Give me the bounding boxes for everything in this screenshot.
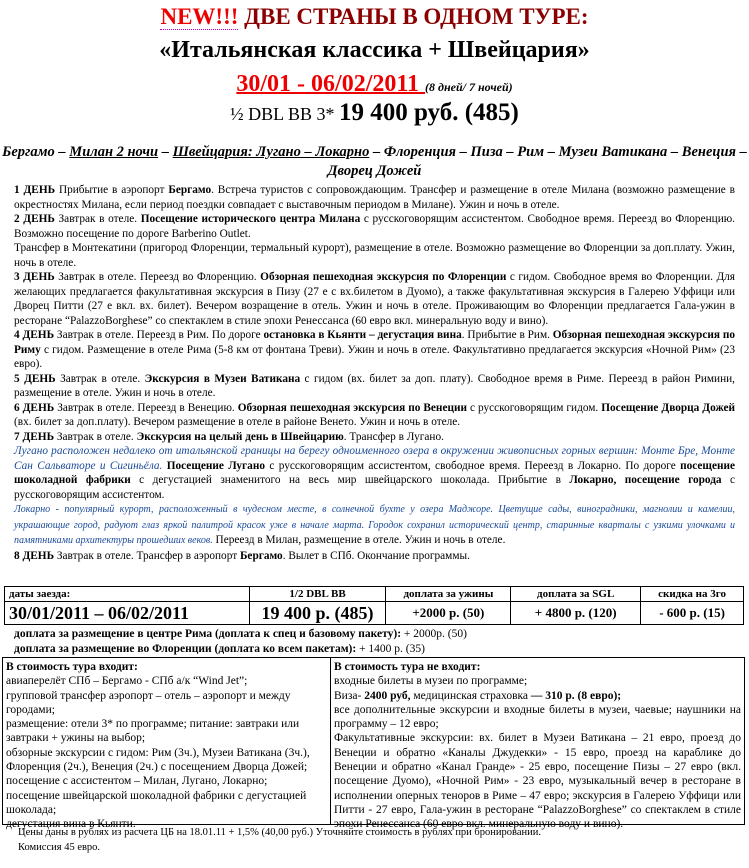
- day-label: 2 ДЕНЬ: [14, 213, 55, 225]
- day-highlight: Экскурсия на целый день в Швейцарию: [136, 430, 344, 443]
- headline: [0, 4, 749, 30]
- included-item: авиаперелёт СПб – Бергамо - СПб а/к “Wind Jet”;: [6, 675, 248, 688]
- surcharge-florence: [14, 642, 467, 657]
- day-label: 5 ДЕНЬ: [14, 372, 56, 385]
- day-highlight: Бергамо: [239, 549, 283, 562]
- day-7-locarno: [14, 502, 735, 549]
- col-dates: даты заезда:: [5, 587, 250, 602]
- tour-price: [0, 98, 749, 131]
- col-dinners: доплата за ужины: [386, 587, 511, 602]
- day-highlight: Экскурсия в Музеи Ватикана: [144, 372, 301, 385]
- price-label: ½ DBL BB 3*: [230, 104, 339, 124]
- price-value: 19 400 руб. (485): [338, 99, 519, 126]
- surcharges: [14, 627, 467, 657]
- day-highlight: Посещение Лугано: [162, 459, 265, 472]
- inclusions: [2, 657, 745, 831]
- route: [0, 143, 749, 181]
- dates-range: 30/01 - 06/02/2011: [236, 71, 426, 97]
- day-text: (вх. билет за доп.плату). Вечером размещение в отеле в районе Венето. Ужин и ночь в отеле.: [14, 416, 461, 428]
- tour-title: «Итальянская классика + Швейцария»: [159, 37, 590, 63]
- included-box: [2, 658, 330, 831]
- day-text: с гидом. Свободное время во Флоренции. Для желающих предлагается факультативная экскурсия в Пизу (27 е с вх.билетом в Дуомо), а также факультативная экскурсия в Галерею Уффици или Дворец Питти (27 е вкл. вх. билет). Вечером возращение в отель. Ужин и ночь в отеле. Проживающим во Флоренции предлагается Гала-ужин в ресторане “PalazzoBorghese” со спектаклем в стиле эпохи Ренессанса (60 евро вкл. минеральную воду и вино).: [14, 271, 736, 327]
- day-text: с гидом (вх. билет за доп. плату). Свободное время в Риме. Переезд в район Римини, размещение в отеле. Ужин и ночь в отеле.: [14, 372, 735, 399]
- included-item: обзорные экскурсии с гидом: Рим (3ч.), Музеи Ватикана (3ч.), Флоренция (2ч.), Венеция (2ч.) с посещением Дворца Дожей;: [6, 746, 310, 774]
- not-included-item: входные билеты в музеи по программе;: [334, 675, 528, 688]
- day-highlight: Посещение Дворца Дожей: [601, 401, 736, 414]
- surcharge-value: + 1400 р. (35): [359, 643, 425, 655]
- day-text: Завтрак в отеле. Переезд в Рим. По дороге: [54, 329, 264, 341]
- footer-note: Цены даны в рублях из расчета ЦБ на 18.01.11 + 1,5% (40,00 руб.) Уточняйте стоимость в рублях при бронировании.: [18, 827, 541, 838]
- footer-commission: Комиссия 45 евро.: [18, 842, 101, 853]
- day-text: Прибытие в аэропорт: [55, 184, 169, 196]
- day-text: Завтрак в отеле. Переезд в Венецию.: [54, 401, 238, 414]
- route-part: Бергамо –: [2, 144, 70, 160]
- day-text: . Прибытие в Рим.: [461, 329, 553, 341]
- tour-dates: [0, 70, 749, 101]
- day-text: . Встреча туристов с сопровождающим. Трансфер и размещение в отеле Милана (возможно размещение в окрестностях Милана, если период поездки совпадает с выставочным периодом в Милане). Ужин и ночь в отеле.: [14, 184, 735, 211]
- day-text: Завтрак в отеле.: [55, 372, 145, 385]
- included-item: групповой трансфер аэропорт – отель – аэропорт и между городами;: [6, 689, 291, 716]
- surcharge-value: + 2000р. (50): [403, 628, 467, 640]
- day-highlight: Бергамо: [168, 184, 212, 196]
- day-text: . Вылет в СПб. Окончание программы.: [282, 549, 470, 562]
- day-highlight: Локарно, посещение города: [569, 474, 722, 486]
- route-part-milan: Милан 2 ночи: [69, 144, 159, 160]
- day-6: [14, 401, 735, 430]
- day-7: [14, 430, 735, 445]
- day-highlight: Посещение исторического центра Милана: [140, 213, 361, 225]
- day-highlight: Обзорная пешеходная экскурсия по Риму: [14, 329, 735, 356]
- day-label: 8 ДЕНЬ: [14, 549, 55, 562]
- cell-discount: - 600 р. (15): [641, 602, 744, 625]
- day-text: с русскоговорящим гидом.: [467, 401, 602, 414]
- not-included-visa: [334, 689, 741, 703]
- route-part: – Флоренция – Пиза – Рим – Музеи Ватикана – Венеция – Дворец Дожей: [327, 144, 747, 179]
- day-highlight: посещение шоколадной фабрики: [14, 459, 736, 486]
- col-sgl: доплата за SGL: [511, 587, 641, 602]
- day-text: Переезд в Милан, размещение в отеле. Ужин и ночь в отеле.: [212, 534, 506, 546]
- headline-text: ДВЕ СТРАНЫ В ОДНОМ ТУРЕ:: [238, 4, 589, 29]
- duration: (8 дней/ 7 ночей): [425, 80, 513, 94]
- price-table-row: [5, 602, 744, 625]
- day-label: 4 ДЕНЬ: [14, 329, 55, 341]
- day-1: [14, 183, 735, 212]
- day-3: [14, 270, 735, 328]
- included-item: дегустация вина в Кьянти.: [6, 818, 136, 831]
- surcharge-label: доплата за размещение во Флоренции (доплата ко всем пакетам):: [14, 643, 360, 655]
- not-included-item: Факультативные экскурсии: вх. билет в Музеи Ватикана – 21 евро, проезд до Венеции и обратно «Каналы Джудекки» - 15 евро, проезд на караблике до Венеции и обратно «Канал Гранде» - 25 евро, посещение Пизы – 27 евро (вкл. посещение Дуомо), «Ночной Рим» - 23 евро, музыкальный вечер в ресторане в исполнении оперных теноров в Риме – 47 евро; экскурсия в Галерею Уффици или Питти - 27 евро, Гала-ужин в ресторане “PalazzoBorghese” со спектаклем в стиле эпохи Ренессанса (60 евро вкл. минеральную воду и вино).: [334, 732, 741, 831]
- day-text: Завтрак в отеле.: [54, 430, 137, 443]
- day-7-cont: [14, 444, 735, 502]
- day-text: с русскоговорящим ассистентом, свободное время. Переезд в Локарно. По дороге: [264, 459, 681, 472]
- day-4: [14, 328, 735, 372]
- day-text: с гидом. Размещение в отеле Рима (5-8 км от фонтана Треви). Ужин и ночь в отеле. Факультативно предлагается экскурсия «Ночной Рим» (23 евро).: [14, 343, 735, 370]
- day-text: с русскоговорящим ассистентом. Свободное время. Переезд во Флоренцию. Возможно посещение по дороге Barberino Outlet.: [14, 213, 735, 240]
- day-label: 1 ДЕНЬ: [14, 184, 56, 196]
- locarno-note: Локарно - популярный курорт, расположенный в чудесном месте, в солнечной бухте у озера Маджоре. Цветущие сады, виноградники, магнолии и камелии, украшающие город, радуют глаз яркой палитрой красок уже в начале марта. Городок сохранил исторический центр, старинные кварталы с узкими улочками и памятниками архитектуры прошедших веков.: [14, 504, 735, 546]
- included-title: В стоимость тура входит:: [6, 661, 138, 673]
- insurance-value: — 310 р. (8 евро);: [530, 689, 622, 702]
- cell-dates: 30/01/2011 – 06/02/2011: [5, 602, 250, 625]
- day-label: 6 ДЕНЬ: [14, 401, 55, 414]
- itinerary: [14, 183, 735, 563]
- lugano-note: Лугано расположен недалеко от итальянской границы на берегу одноименного озера в окружении живописных горных вершин: Монте Бре, Монте Сан Сальваторе и Сигиньёла.: [14, 445, 735, 472]
- cell-dbl: 19 400 р. (485): [249, 602, 386, 625]
- day-text: . Трансфер в Лугано.: [343, 430, 444, 443]
- footer: [18, 825, 541, 855]
- cell-sgl: + 4800 р. (120): [511, 602, 641, 625]
- day-5: [14, 372, 735, 401]
- day-text: с русскоговорящим ассистентом.: [14, 474, 736, 501]
- col-dbl: 1/2 DBL BB: [249, 587, 386, 602]
- not-included-box: [330, 658, 745, 831]
- price-table: [4, 586, 744, 625]
- not-included-title: В стоимость тура не входит:: [334, 661, 481, 673]
- day-label: 7 ДЕНЬ: [14, 430, 55, 443]
- day-2: [14, 212, 735, 241]
- day-text: Завтрак в отеле. Трансфер в аэропорт: [54, 549, 240, 562]
- insurance-label: медицинская страховка: [410, 689, 531, 702]
- included-item: посещение швейцарской шоколадной фабрики с дегустацией шоколада;: [6, 789, 307, 816]
- included-item: размещение: отели 3* по программе; питание: завтраки или завтраки + ужины на выбор;: [6, 718, 300, 745]
- day-label: 3 ДЕНЬ: [14, 271, 55, 283]
- surcharge-label: доплата за размещение в центре Рима (доплата к спец и базовому пакету):: [14, 628, 404, 640]
- day-highlight: остановка в Кьянти – дегустация вина: [263, 329, 462, 341]
- route-part: –: [158, 144, 173, 160]
- day-2-cont: Трансфер в Монтекатини (пригород Флоренции, термальный курорт), размещение в отеле. Возможно размещение во Флоренции за доп.плату. Ужин, ночь в отеле.: [14, 242, 735, 269]
- price-table-header: [5, 587, 744, 602]
- surcharge-rome: [14, 627, 467, 642]
- new-label: NEW!!!: [160, 4, 239, 29]
- day-highlight: Обзорная пешеходная экскурсия по Флоренции: [260, 271, 507, 283]
- col-discount: скидка на 3го: [641, 587, 744, 602]
- visa-label: Виза-: [334, 689, 365, 702]
- visa-value: 2400 руб,: [364, 689, 411, 702]
- day-8: [14, 549, 735, 564]
- day-highlight: Обзорная пешеходная экскурсия по Венеции: [237, 401, 467, 414]
- day-text: Завтрак в отеле.: [54, 213, 141, 225]
- not-included-item: все дополнительные экскурсии и входные билеты в музеи, чаевые; наушники на программу – 12 евро;: [334, 703, 741, 731]
- included-item: посещение с ассистентом – Милан, Лугано, Локарно;: [6, 775, 268, 788]
- route-part-switzerland: Швейцария: Лугано – Локарно: [172, 144, 370, 160]
- day-text: с дегустацией знаменитого на весь мир швейцарского шоколада. Прибытие в: [130, 474, 570, 486]
- day-text: Завтрак в отеле. Переезд во Флоренцию.: [54, 271, 261, 283]
- cell-dinners: +2000 р. (50): [386, 602, 511, 625]
